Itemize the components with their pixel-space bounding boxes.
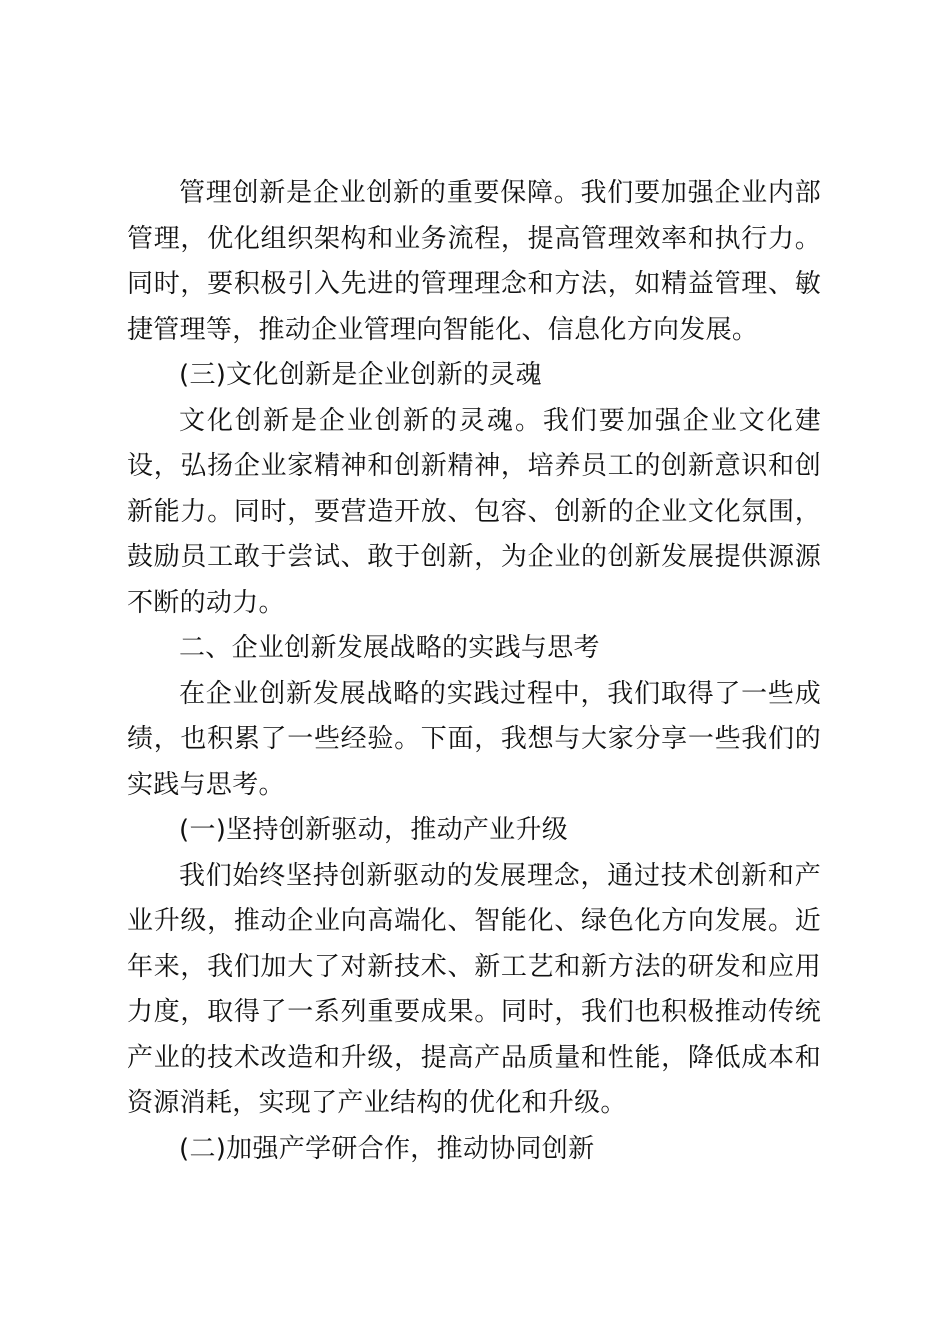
heading-culture-innovation: (三)文化创新是企业创新的灵魂: [179, 360, 542, 390]
heading-innovation-driven: (一)坚持创新驱动，推动产业升级: [179, 815, 569, 845]
paragraph-practice-intro: 在企业创新发展战略的实践过程中，我们取得了一些成绩，也积累了一些经验。下面，我想与大家分享一些我们的实践与思考。: [127, 678, 821, 800]
paragraph-culture-innovation: 文化创新是企业创新的灵魂。我们要加强企业文化建设，弘扬企业家精神和创新精神，培养员工的创新意识和创新能力。同时，要营造开放、包容、创新的企业文化氛围，鼓励员工敢于尝试、敢于创新，为企业的创新发展提供源源不断的动力。: [127, 405, 821, 618]
heading-industry-research-cooperation: (二)加强产学研合作，推动协同创新: [179, 1133, 595, 1164]
document-body: [127, 171, 821, 1172]
paragraph-management-innovation: 管理创新是企业创新的重要保障。我们要加强企业内部管理，优化组织架构和业务流程，提高管理效率和执行力。同时，要积极引入先进的管理理念和方法，如精益管理、敏捷管理等，推动企业管理向智能化、信息化方向发展。: [127, 178, 821, 345]
paragraph-innovation-driven: 我们始终坚持创新驱动的发展理念，通过技术创新和产业升级，推动企业向高端化、智能化、绿色化方向发展。近年来，我们加大了对新技术、新工艺和新方法的研发和应用力度，取得了一系列重要成果。同时，我们也积极推动传统产业的技术改造和升级，提高产品质量和性能，降低成本和资源消耗，实现了产业结构的优化和升级。: [127, 860, 821, 1118]
heading-section-two: 二、企业创新发展战略的实践与思考: [179, 633, 600, 663]
